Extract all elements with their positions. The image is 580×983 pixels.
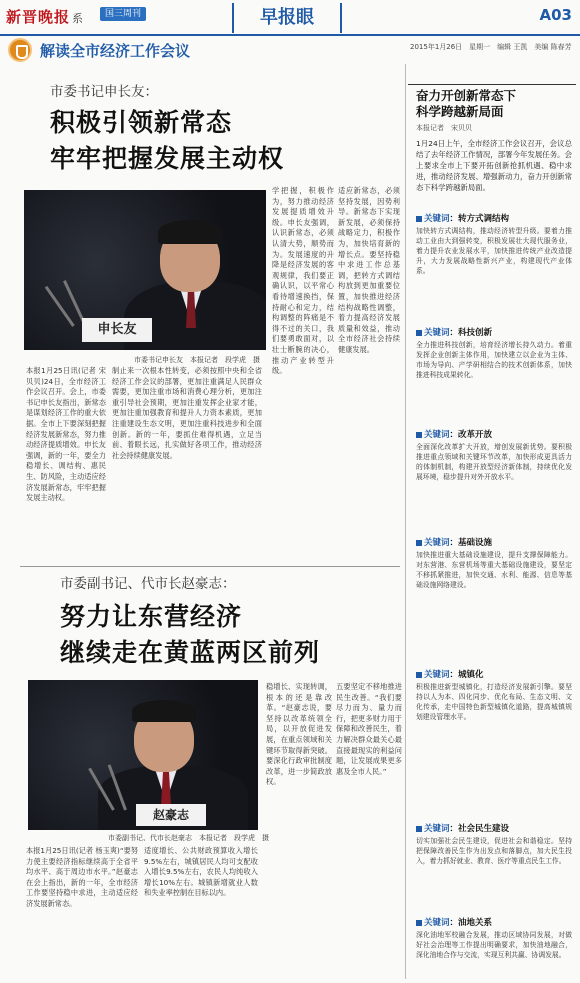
keyword-heading: 关键词：油地关系 [416, 916, 492, 928]
article2-caption: 市委副书记、代市长赵豪志 本报记者 段学虎 摄 [108, 834, 269, 842]
keyword-square-icon [416, 540, 422, 546]
keyword-prefix: 关键词 [424, 214, 450, 224]
article1-headline-line1: 积极引领新常态 [50, 108, 233, 137]
keyword-square-icon [416, 216, 422, 222]
keyword-label: 油地关系 [458, 918, 493, 928]
keyword-prefix: 关键词 [424, 430, 450, 440]
keyword-text: 全面深化改革扩大开放，增创发展新优势。要积极推进重点领域和关键环节改革，加快形成更具活力的体制机制，构建开放型经济新体制，持续优化发展环境，稳步提升对外开放水平。 [416, 443, 572, 481]
keyword-text: 切实加强社会民生建设，促进社会和谐稳定。坚持把保障改善民生作为出发点和落脚点，加大民生投入，着力抓好就业、教育、医疗等重点民生工作。 [416, 837, 572, 865]
keyword-label: 城镇化 [458, 670, 484, 680]
paper-series: 系 [72, 12, 85, 25]
article1-col-d: 适应新常态，必须坚持发展，因势利导。新常态下实现新发展，必须保持战略定力，积极作为，加快培育新的增长点。要坚持稳中求进工作总基调，把转方式调结构放到更加重要位置，加快推进经济结构战略性调整，着力提高经济发展质量和效益，推动全市经济社会持续健康发展。 [338, 186, 400, 354]
right-rule [408, 84, 576, 85]
keyword-prefix: 关键词 [424, 328, 450, 338]
topic-banner [4, 38, 404, 64]
keyword-prefix: 关键词 [424, 918, 450, 928]
article1-photo [24, 190, 266, 350]
page-number: A03 [539, 6, 572, 24]
keyword-prefix: 关键词 [424, 824, 450, 834]
article-divider [20, 566, 400, 567]
keyword-square-icon [416, 826, 422, 832]
supplement-tag: 国三周刊 [100, 7, 146, 21]
keyword-prefix: 关键词 [424, 538, 450, 548]
right-title-line1: 奋力开创新常态下 [416, 88, 517, 103]
paper-name [6, 6, 84, 27]
right-reporter: 本报记者 宋贝贝 [416, 124, 472, 132]
article1-col-c: 学把握，积极作为，努力推动经济发展提质增效升级。申长友强调，认识新常态，必须认清大势，顺势而为。发展速度的升降是经济发展的客观规律，我们要正确认识，以平常心看待增速换挡，保持耐心和定力，结构调整的阵痛是不得不过的关口，我们要勇敢面对，以壮士断腕的决心，推动产业转型升级。 [272, 186, 334, 376]
article2-nameplate: 赵豪志 [136, 804, 206, 826]
banner-cup-icon [8, 38, 32, 62]
right-column [408, 64, 576, 979]
keyword-prefix: 关键词 [424, 670, 450, 680]
article2-col-a: 本报1月25日讯(记者 杨玉爽)“要努力使主要经济指标继续高于全省平均水平、高于周边市水平。”赵豪志在会上指出，新的一年，全市经济工作要坚持稳中求进，主动适应经济发展新常态。 [26, 846, 138, 908]
keyword-text: 全力推进科技创新，培育经济增长持久动力。着重发挥企业创新主体作用，加快建立以企业为主体、市场为导向、产学研相结合的技术创新体系，加快推进科技成果转化。 [416, 341, 572, 379]
keyword-label: 转方式调结构 [458, 214, 510, 224]
masthead [0, 0, 580, 36]
keyword-text: 深化油地军校融合发展，推动区域协同发展，对做好社会治理等工作提出明确要求，加快油地融合，深化油地合作与交流，实现互利共赢、协调发展。 [416, 931, 572, 959]
keyword-square-icon [416, 920, 422, 926]
keyword-text: 积极推进新型城镇化，打造经济发展新引擎。要坚持以人为本、四化同步、优化布局、生态文明、文化传承，走中国特色新型城镇化道路，提高城镇规划建设管理水平。 [416, 683, 572, 721]
keyword-heading: 关键词：转方式调结构 [416, 212, 509, 224]
right-title-line2: 科学跨越新局面 [416, 104, 504, 119]
article2-headline-line2: 继续走在黄蓝两区前列 [60, 638, 321, 667]
article1-col-a: 本报1月25日讯(记者 宋贝贝)24日，全市经济工作会议召开。会上，市委书记申长友指出，新常态是谋划经济工作的重大依据。全市上下要深刻把握经济发展新常态，努力推动经济提质增效。申长友强调，新的一年，要全力稳增长、调结构、惠民生、防风险，主动适应经济发展新常态，牢牢把握发展主动权。 [26, 366, 106, 503]
dateline: 2015年1月26日 星期一 编辑 王凯 美编 陈春芳 [410, 43, 572, 51]
article1-col-b: 制止来一次根本性转变，必须按照中央和全省经济工作会议的部署，更加注重满足人民群众需要，更加注重市场和消费心理分析，更加注重引导社会预期，更加注重发挥企业家才能，更加注重加强教育和提升人力资本素质，更加注重建设生态文明，更加注重科技进步和全面创新。新的一年，要抓住难得机遇，立足当前、着眼长远，扎实做好各项工作，推动经济社会持续健康发展。 [112, 366, 262, 460]
keyword-heading: 关键词：社会民生建设 [416, 822, 509, 834]
article1-caption: 市委书记申长友 本报记者 段学虎 摄 [134, 356, 260, 364]
keyword-square-icon [416, 432, 422, 438]
article1-nameplate: 申长友 [82, 318, 152, 342]
keyword-text: 加快推进重大基础设施建设，提升支撑保障能力。对东营港、东营机场等重大基础设施建设，要坚定不移抓紧推进，加快交通、水利、能源、信息等基础设施网络建设。 [416, 551, 572, 589]
right-lead: 1月24日上午，全市经济工作会议召开，会议总结了去年经济工作情况，部署今年发展任务。会上要求全市上下要开拓创新抢抓机遇、稳中求进，推动经济发展、增强新动力，奋力开创新常态下科学跨越新局面。 [416, 139, 572, 192]
article2-kicker: 市委副书记、代市长赵豪志： [60, 576, 236, 592]
article2-col-c: 稳增长、实现转调，根本的还是靠改革。“赵豪志说，要坚持以改革统领全局，以开放促进发展，在重点领域和关键环节取得新突破。要深化行政审批制度改革，进一步简政放权。 [266, 682, 332, 787]
keyword-label: 社会民生建设 [458, 824, 510, 834]
keyword-heading: 关键词：城镇化 [416, 668, 484, 680]
keyword-heading: 关键词：科技创新 [416, 326, 492, 338]
banner-label: 解读全市经济工作会议 [40, 42, 191, 60]
article2-photo [28, 680, 258, 830]
keyword-label: 基础设施 [458, 538, 493, 548]
section-name: 早报眼 [260, 7, 314, 28]
keyword-square-icon [416, 330, 422, 336]
article2-col-b: 适度增长、公共财政预算收入增长9.5%左右，城镇居民人均可支配收入增长9.5%左右，农民人均纯收入增长10%左右。城镇新增就业人数和失业率控制在目标以内。 [144, 846, 258, 898]
article2-headline-line1: 努力让东营经济 [60, 602, 243, 631]
keyword-square-icon [416, 672, 422, 678]
article2-col-d: 五要坚定不移地推进民生改善。“我们要尽力而为、量力而行，把更多财力用于保障和改善民生，着力解决群众最关心最直接最现实的利益问题，让发展成果更多惠及全市人民。” [336, 682, 402, 776]
keyword-label: 科技创新 [458, 328, 493, 338]
column-divider [405, 64, 406, 979]
keyword-heading: 关键词：基础设施 [416, 536, 492, 548]
paper-title: 新晋晚报 [6, 8, 71, 26]
article1-headline-line2: 牢牢把握发展主动权 [50, 144, 285, 173]
article1-kicker: 市委书记申长友： [50, 84, 158, 100]
keyword-label: 改革开放 [458, 430, 493, 440]
keyword-text: 加快转方式调结构，推动经济转型升级。要着力推动工业由大到强转变，积极发展壮大现代服务业，着力提升农业发展水平，加快推进传统产业改造提升，大力发展战略性新兴产业，构建现代产业体系。 [416, 227, 572, 275]
keyword-heading: 关键词：改革开放 [416, 428, 492, 440]
